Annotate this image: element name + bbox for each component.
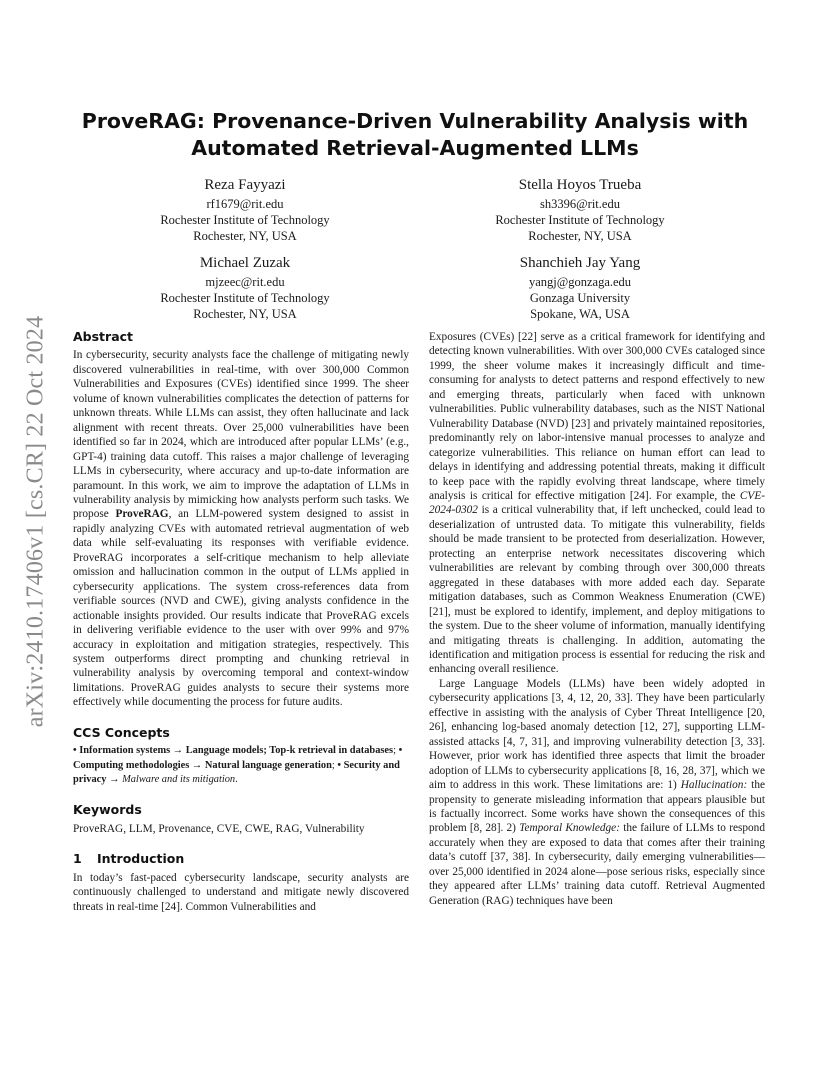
author-email: sh3396@rit.edu <box>540 197 620 211</box>
author-affiliation: Rochester Institute of Technology <box>495 213 665 228</box>
intro-paragraph: In today’s fast-paced cybersecurity landscape, security analysts are continuously challenged to understand and mitigate newly discovered threats in real-time [24]. Common Vulnerabilities and <box>73 871 409 913</box>
cve-id: CVE-2024-0302 <box>429 489 765 517</box>
author-email: yangj@gonzaga.edu <box>528 275 632 289</box>
author-block <box>95 176 395 245</box>
author-location: Rochester, NY, USA <box>193 229 297 244</box>
author-name: Michael Zuzak <box>199 255 291 271</box>
keywords-heading: Keywords <box>73 802 142 818</box>
ccs-heading: CCS Concepts <box>73 724 170 740</box>
author-email: rf1679@rit.edu <box>206 197 284 211</box>
author-name: Stella Hoyos Trueba <box>518 177 642 193</box>
section-heading-introduction <box>73 852 409 866</box>
intro-paragraph: Large Language Models (LLMs) have been widely adopted in cybersecurity applications [3, 4, 12, 20, 33]. They have been particularly effective in assisting with the analysis of Cyber Threat Intelligence [20, 26], enhancing log-based anomaly detection [12, 27], supporting LLM-assisted attacks [4, 7, 31], and improving vulnerability detection [3, 33]. However, prior work has identified three aspects that limit the broader adoption of LLMs to cybersecurity applications [8, 16, 28, 37], which we aim to address in this work. These limitations are: 1) Hallucination: the propensity to generate misleading information that appears plausible but is factually incorrect. Some works have shown the consequences of this problem [8, 28]. 2) Temporal Knowledge: the failure of LLMs to respond accurately when they are exposed to data that comes after their training data’s cutoff [37, 38]. In cybersecurity, daily emerging vulnerabilities—over 25,000 identified in 2024 alone—pose serious risks, especially since they appeared after LLMs’ training data cutoff. Retrieval Augmented Generation (RAG) techniques have been <box>429 677 765 907</box>
system-name: ProveRAG <box>115 508 169 521</box>
author-name: Shanchieh Jay Yang <box>519 255 641 271</box>
section-number: 1 <box>73 851 82 867</box>
author-block <box>95 254 395 323</box>
arxiv-identifier: arXiv:2410.17406v1 [cs.CR] 22 Oct 2024 <box>22 315 49 727</box>
author-location: Rochester, NY, USA <box>528 229 632 244</box>
intro-paragraph: Exposures (CVEs) [22] serve as a critical framework for identifying and detecting known vulnerabilities. With over 300,000 CVEs cataloged since 1999, the sheer volume makes it increasingly difficult and time-consuming for analysts to detect patterns and respond effectively to new and emerging threats, particularly when faced with unknown vulnerabilities. Public vulnerability databases, such as the NIST National Vulnerability Database (NVD) [23] and privately maintained repositories, predominantly rely on labor-intensive manual processes to analyze and categorize vulnerabilities. This reliance on human effort can lead to delays in identifying and addressing potential threats, making it difficult to keep pace with the rapidly evolving threat landscape, where timely analysis is critical for effective mitigation [24]. For example, the CVE-2024-0302 is a critical vulnerability that, if left unchecked, could lead to deserialization of untrusted data. To mitigate this vulnerability, fields should be made transient to be protected from deserialization. However, protecting an enterprise network necessitates discovering which vulnerabilities are relevant by combing through over 300,000 threats aggregated in these databases with more added each day. Separate mitigation databases, such as Common Weakness Enumeration (CWE) [21], must be explored to identify, implement, and deploy mitigations to the system. Due to the sheer volume of information, manually identifying and mitigating threats is challenging. In addition, automating the identification and mitigation process is essential for reducing the risk and enhancing overall resilience. <box>429 331 765 676</box>
abstract-heading: Abstract <box>73 329 134 344</box>
keywords-text: ProveRAG, LLM, Provenance, CVE, CWE, RAG, Vulnerability <box>73 822 365 835</box>
section-title: Introduction <box>97 851 185 867</box>
author-location: Rochester, NY, USA <box>193 307 297 322</box>
author-location: Spokane, WA, USA <box>530 307 630 322</box>
left-column <box>73 330 409 914</box>
title-line-2: Automated Retrieval-Augmented LLMs <box>191 136 639 160</box>
title-line-1: ProveRAG: Provenance-Driven Vulnerability Analysis with <box>81 109 749 133</box>
author-block <box>430 254 730 323</box>
abstract-text: In cybersecurity, security analysts face the challenge of mitigating newly discovered vulnerabilities in real-time, with over 300,000 Common Vulnerabilities and Exposures (CVEs) identified since 1999. The sheer volume of known vulnerabilities complicates the detection of patterns for unknown threats. While LLMs can assist, they often hallucinate and lack alignment with recent threats. Over 25,000 vulnerabilities have been identified so far in 2024, which are introduced after popular LLMs’ (e.g., GPT-4) training data cutoff. This raises a major challenge of leveraging LLMs in cybersecurity, where accuracy and up-to-date information are paramount. In this work, we aim to improve the adaptation of LLMs in vulnerability analysis by mimicking how analysts perform such tasks. We propose ProveRAG, an LLM-powered system designed to assist in rapidly analyzing CVEs with automated retrieval augmentation of web data while self-evaluating its responses with verifiable evidence. ProveRAG incorporates a self-critique mechanism to help alleviate omission and hallucination common in the output of LLMs applied in cybersecurity applications. The system cross-references data from verifiable sources (NVD and CWE), giving analysts confidence in the actionable insights provided. Our results indicate that ProveRAG excels in delivering verifiable evidence to the user with over 99% and 97% accuracy in exploitation and mitigation strategies, respectively. This system outperforms direct prompting and chunking retrieval in vulnerability analysis by overcoming temporal and context-window limitations. ProveRAG guides analysts to secure their systems more effectively while documenting the process for future audits. <box>73 349 410 709</box>
paper-title <box>72 108 758 162</box>
right-column <box>429 330 765 908</box>
author-email: mjzeec@rit.edu <box>205 275 285 289</box>
author-affiliation: Rochester Institute of Technology <box>160 213 330 228</box>
author-affiliation: Gonzaga University <box>529 291 631 306</box>
author-block <box>430 176 730 245</box>
ccs-concepts: • Information systems → Language models; Top-k retrieval in databases; • Computing methodologies → Natural language generation; • Security and privacy → Malware and its mitigation. <box>73 745 403 786</box>
author-name: Reza Fayyazi <box>204 177 286 193</box>
author-affiliation: Rochester Institute of Technology <box>160 291 330 306</box>
